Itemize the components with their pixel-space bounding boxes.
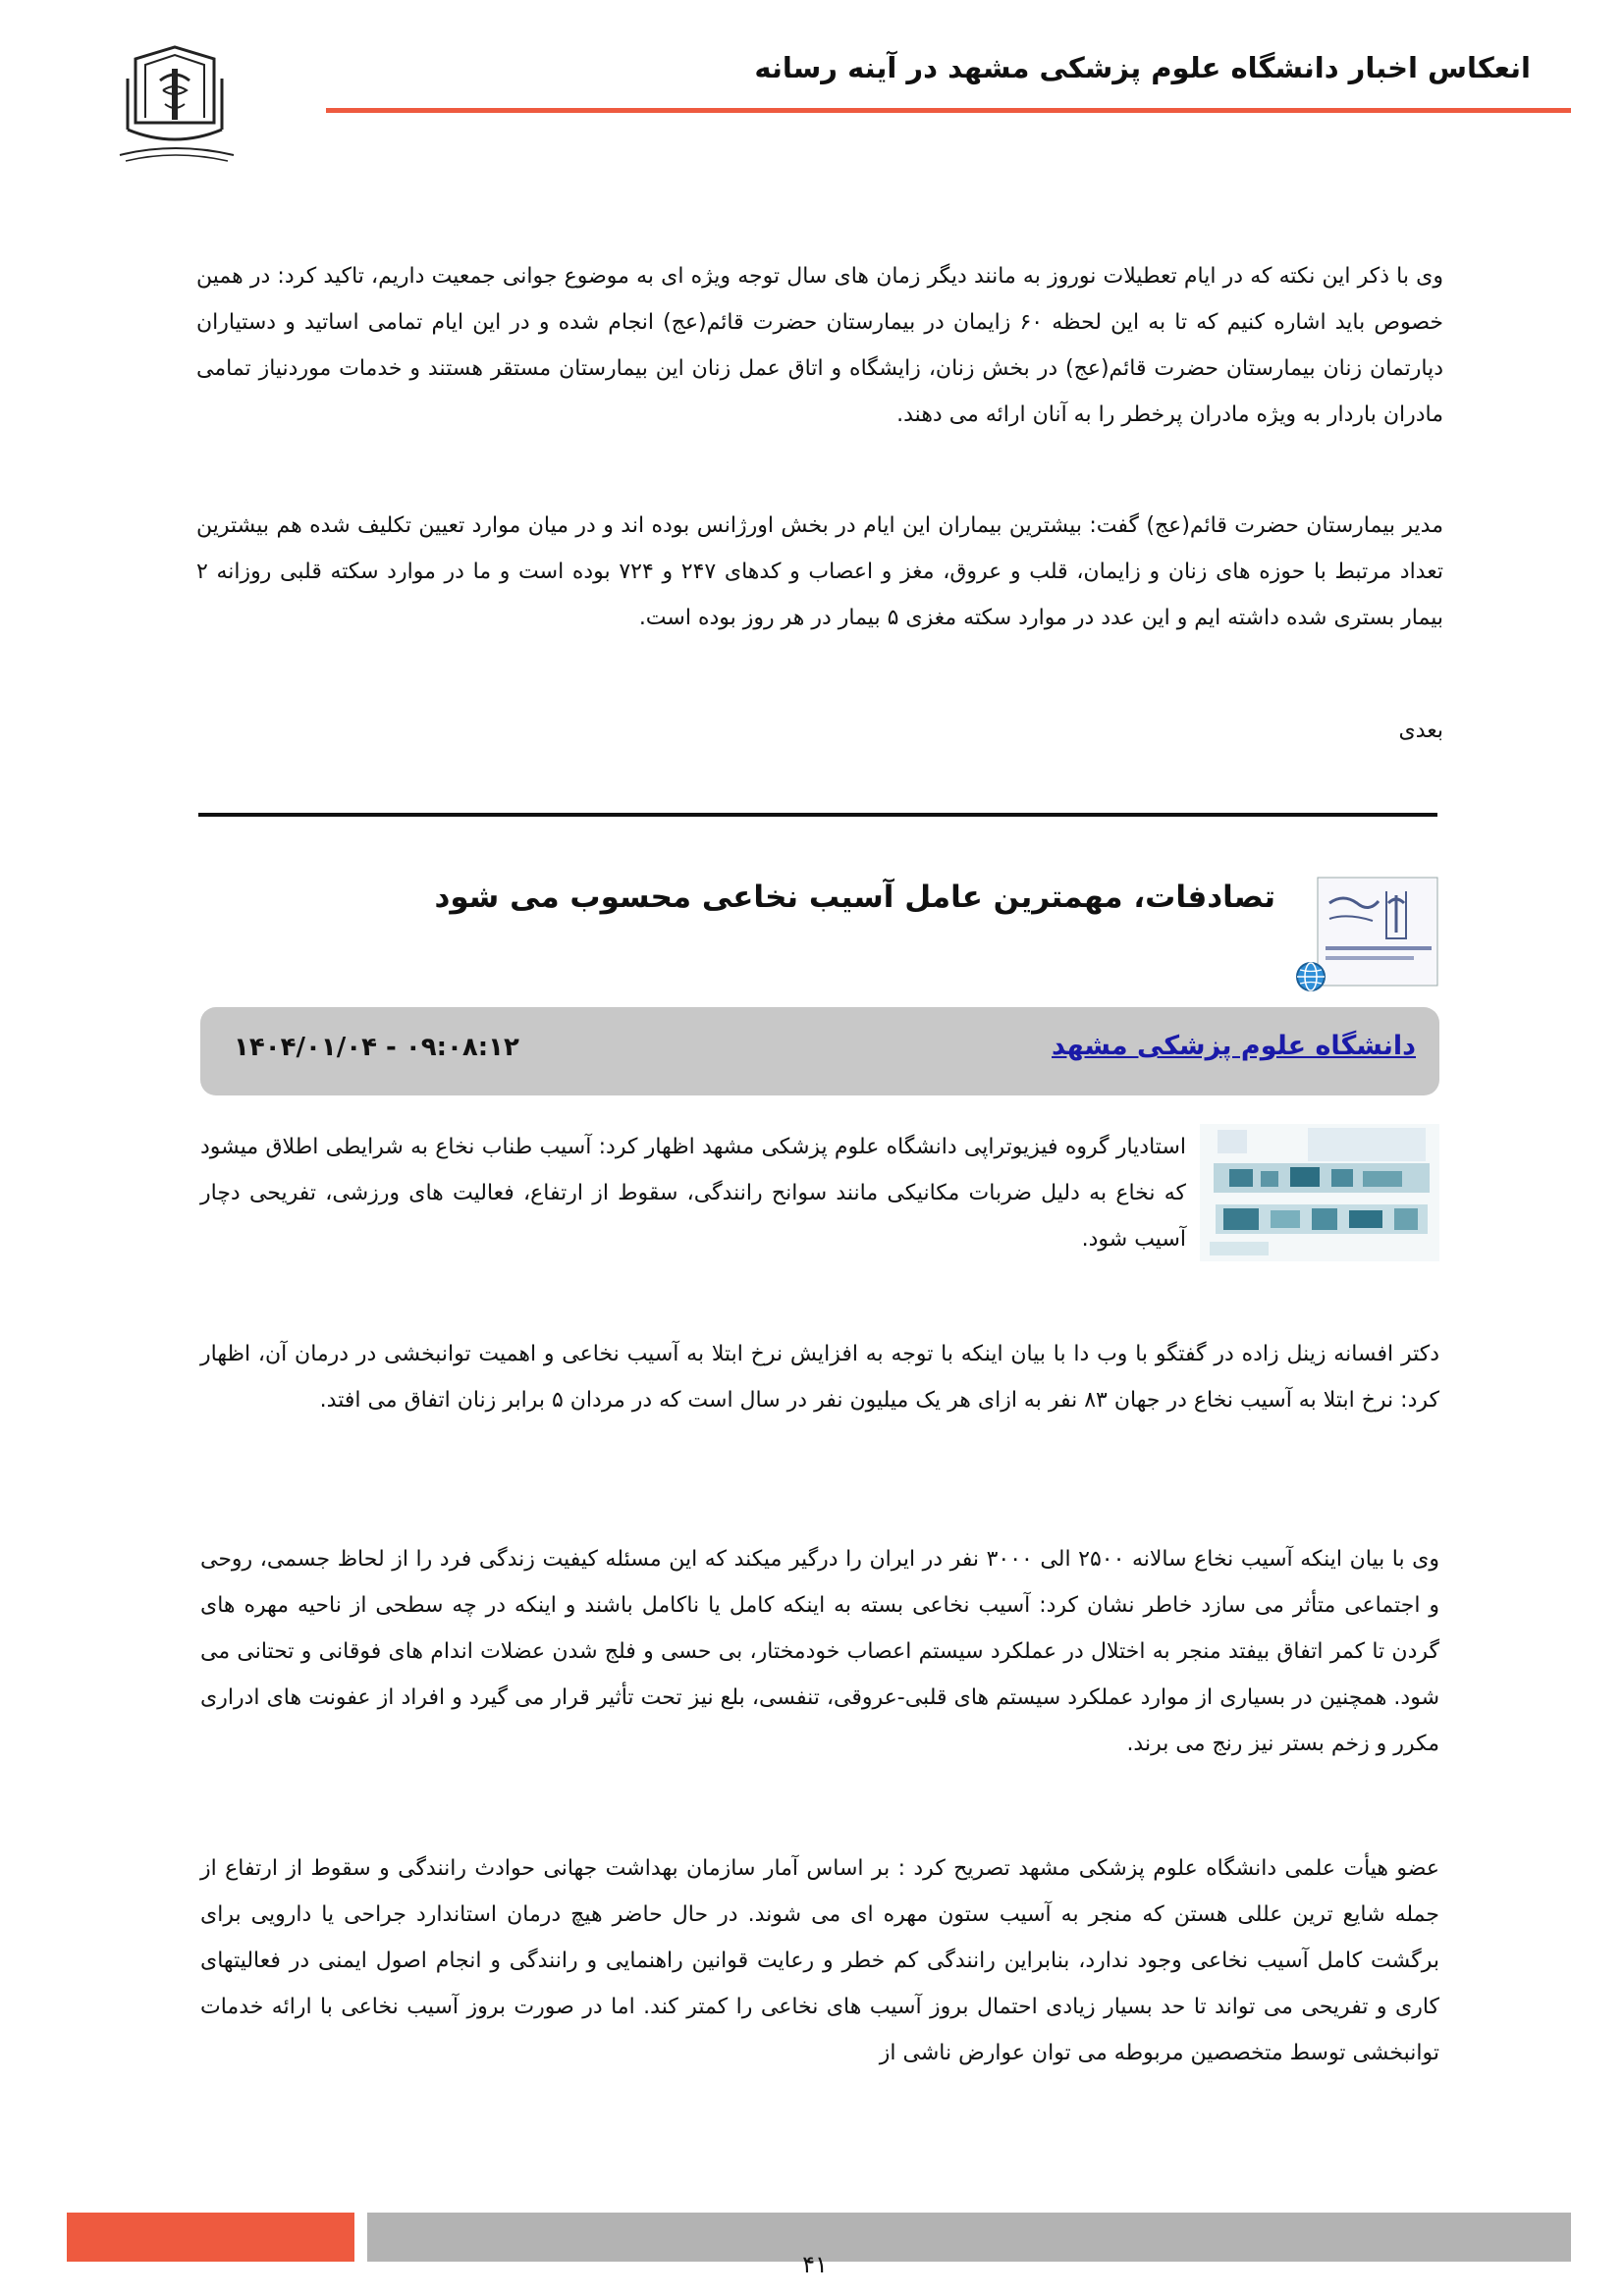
news-meta-bar	[200, 1007, 1439, 1095]
news-source-link[interactable]: دانشگاه علوم پزشکی مشهد	[1052, 1031, 1416, 1061]
news-thumbnail-image	[1200, 1124, 1439, 1261]
header-divider	[326, 108, 1571, 113]
article-paragraph: عضو هیأت علمی دانشگاه علوم پزشکی مشهد تصریح کرد : بر اساس آمار سازمان بهداشت جهانی حوادث رانندگی و سقوط از ارتفاع از جمله شایع ترین عللی هستن که منجر به آسیب ستون مهره ای می شوند. در حال حاضر هیچ درمان استاندارد جراحی یا دارویی برای برگشت کامل آسیب نخاعی وجود ندارد، بنابراین رانندگی کم خطر و رعایت قوانین راهنمایی و رانندگی و انجام اصول ایمنی در فعالیتهای کاری و تفریحی می تواند تا حد بسیار زیادی احتمال بروز آسیب های نخاعی را کمتر کند. اما در صورت بروز آسیب نخاعی با ارائه خدمات توانبخشی توسط متخصصین مربوطه می توان عوارض ناشی از	[200, 1856, 1439, 2065]
globe-icon[interactable]	[1294, 960, 1327, 993]
source-logo-icon	[1314, 874, 1441, 989]
article-paragraph: وی با بیان اینکه آسیب نخاع سالانه ۲۵۰۰ الی ۳۰۰۰ نفر در ایران را درگیر میکند که این مسئله کیفیت زندگی فرد را از لحاظ جسمی، روحی و اجتماعی متأثر می سازد خاطر نشان کرد: آسیب نخاعی بسته به اینکه کامل یا ناکامل باشند و اینکه در چه سطحی از ناحیه مهره های گردن تا کمر اتفاق بیفتد منجر به اختلال در عملکرد سیستم اعصاب خودمختار، بی حسی و فلج شدن عضلات اندام های فوقانی و تحتانی می شود. همچنین در بسیاری از موارد عملکرد سیستم های قلبی-عروقی، تنفسی، بلع نیز تحت تأثیر قرار می گیرد و افراد از عفونت های ادراری مکرر و زخم بستر نیز رنج می برند.	[200, 1547, 1439, 1756]
news-date: ۱۴۰۴/۰۱/۰۴ - ۰۹:۰۸:۱۲	[234, 1033, 519, 1062]
next-link[interactable]: بعدی	[1398, 719, 1443, 743]
footer-bar	[367, 2213, 1571, 2262]
article-paragraph: استادیار گروه فیزیوتراپی دانشگاه علوم پزشکی مشهد اظهار کرد: آسیب طناب نخاع به شرایطی اطلاق میشود که نخاع به دلیل ضربات مکانیکی مانند سوانح رانندگی، سقوط از ارتفاع، فعالیت های ورزشی، تفریحی دچار آسیب شود.	[200, 1135, 1186, 1252]
news-headline: تصادفات، مهمترین عامل آسیب نخاعی محسوب می شود	[434, 880, 1275, 915]
article-paragraph: مدیر بیمارستان حضرت قائم(عج) گفت: بیشترین بیماران این ایام در بخش اورژانس بوده اند و در میان موارد تعیین تکلیف شده هم بیشترین تعداد مرتبط با حوزه های زنان و زایمان، قلب و عروق، مغز و اعصاب و کدهای ۲۴۷ و ۷۲۴ بوده است و ما در موارد سکته قلبی روزانه ۲ بیمار بستری شده داشته ایم و این عدد در موارد سکته مغزی ۵ بیمار در هر روز بوده است.	[196, 513, 1443, 630]
university-emblem-icon	[106, 39, 244, 167]
page-header-title: انعکاس اخبار دانشگاه علوم پزشکی مشهد در آینه رسانه	[754, 51, 1531, 84]
page-number: ۴۱	[802, 2251, 828, 2278]
article-paragraph: دکتر افسانه زینل زاده در گفتگو با وب دا با بیان اینکه با توجه به افزایش نرخ ابتلا به آسیب نخاعی و اهمیت توانبخشی در درمان آن، اظهار کرد: نرخ ابتلا به آسیب نخاع در جهان ۸۳ نفر به ازای هر یک میلیون نفر در سال است که در مردان ۵ برابر زنان اتفاق می افتد.	[200, 1342, 1439, 1413]
section-divider	[198, 813, 1437, 817]
footer-accent-bar	[67, 2213, 354, 2262]
article-paragraph: وی با ذکر این نکته که در ایام تعطیلات نوروز به مانند دیگر زمان های سال توجه ویژه ای به موضوع جوانی جمعیت داریم، تاکید کرد: در همین خصوص باید اشاره کنیم که تا به این لحظه ۶۰ زایمان در بیمارستان حضرت قائم(عج) انجام شده و در این ایام تمامی اساتید و دستیاران دپارتمان زنان بیمارستان حضرت قائم(عج) در بخش زنان، زایشگاه و اتاق عمل زنان این بیمارستان مستقر هستند و خدمات موردنیاز تمامی مادران باردار به ویژه مادران پرخطر را به آنان ارائه می دهند.	[196, 264, 1444, 427]
